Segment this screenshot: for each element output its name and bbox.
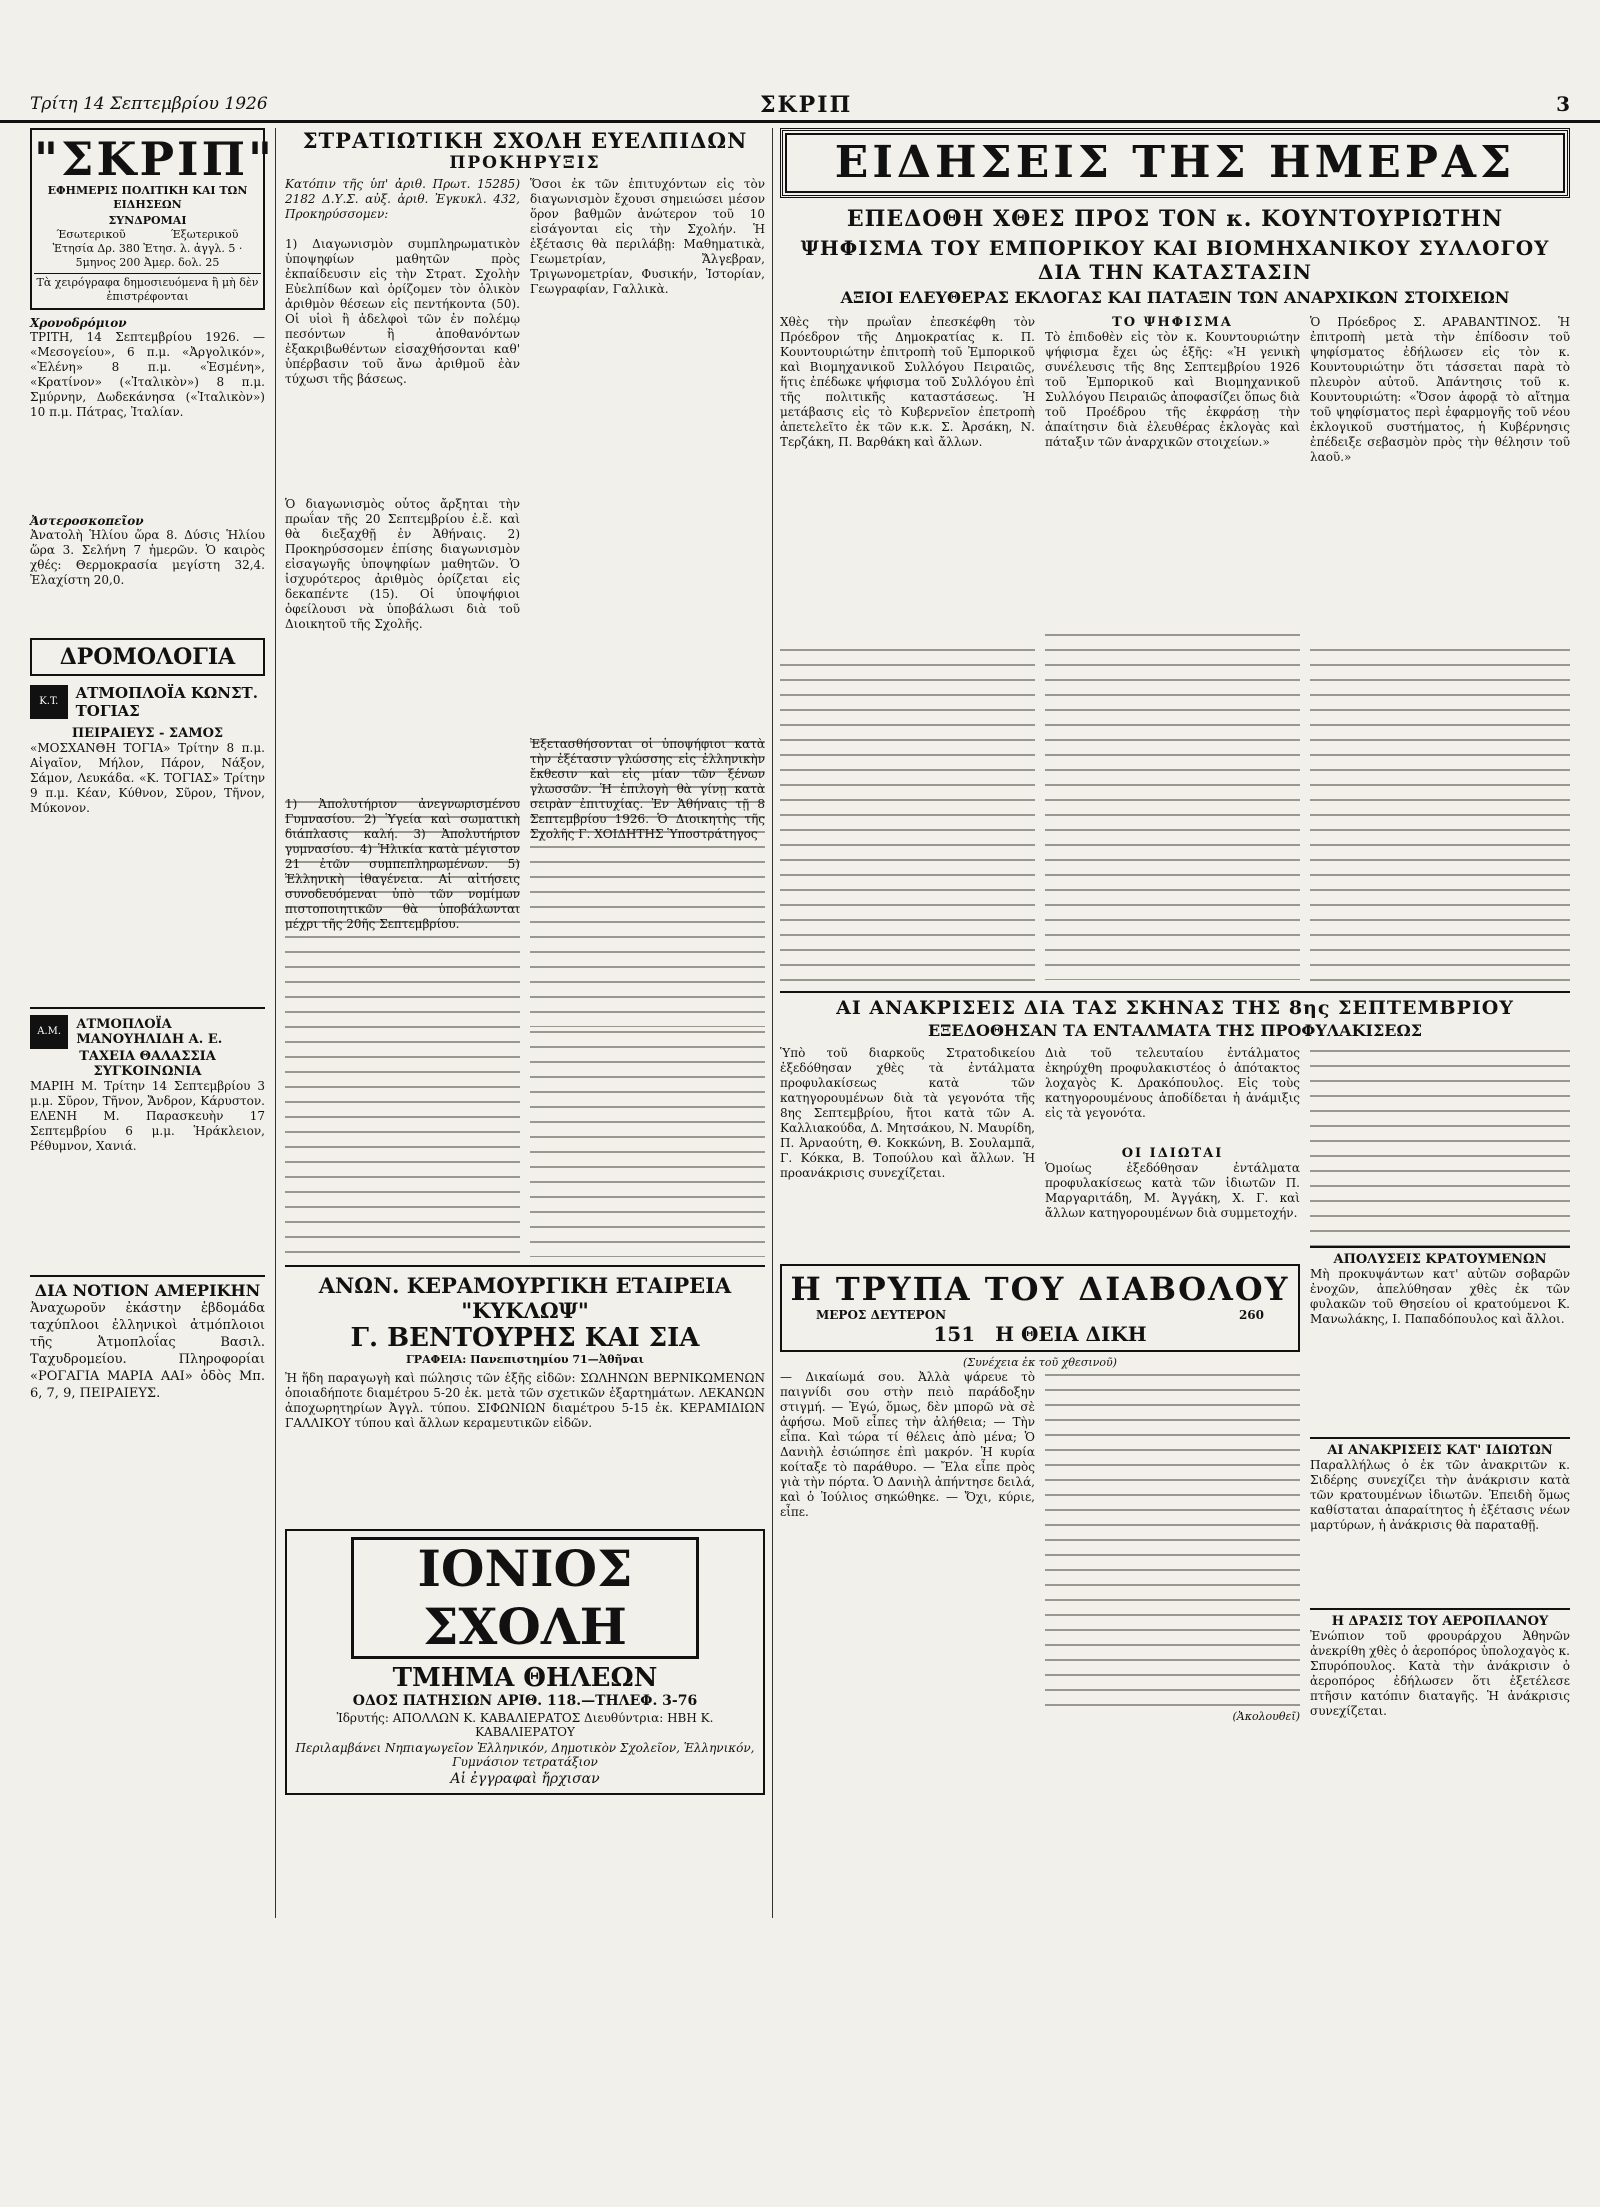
investigation-columns <box>780 1046 1570 1789</box>
investigation-section <box>780 991 1570 1040</box>
tripa-right <box>1045 1370 1300 1730</box>
subscriptions-label: ΣΥΝΔΡΟΜΑΙ <box>108 214 187 227</box>
right-column <box>780 128 1570 1789</box>
school-text-a: 1) Διαγωνισμὸν συμπληρωματικὸν ὑποψηφίων μαθητῶν πρὸς ἐκπαίδευσιν εἰς τὴν Στρατ. Σχολὴν Εὐελπίδων καὶ ὁρίζομεν τὸν ὁλικὸν ἀριθμὸν θέσεων εἰς πεντήκοντα (50). Οἱ υἱοὶ ἢ ἀδελφοὶ τῶν ἐν πολέμῳ πεσόντων ἢ ἀποθανόντων ἐξακριβωθέντων εἰσαχθήσονται καθ' ὑπέρβασιν τοῦ ἄνω ἀριθμοῦ ἐὰν τύχωσι τῆς βάσεως. <box>285 237 520 386</box>
observatory-text: Ἀνατολὴ Ἡλίου ὥρα 8. Δύσις Ἡλίου ὥρα 3. Σελήνη 7 ἡμερῶν. Ὁ καιρὸς χθές: Θερμοκρασία μεγίστη 32,4. Ἐλαχίστη 20,0. <box>30 528 265 587</box>
ionios-enrollment: Αἱ ἐγγραφαὶ ἤρχισαν <box>450 1771 600 1787</box>
domestic-label: Έσωτερικοῦ <box>56 228 126 241</box>
america-heading: ΔΙΑ ΝΟΤΙΟΝ ΑΜΕΡΙΚΗΝ <box>30 1275 265 1300</box>
tsogia-route: ΠΕΙΡΑΙΕΥΣ - ΣΑΜΟΣ <box>71 726 224 741</box>
kyklops-title: ΑΝΩΝ. ΚΕΡΑΜΟΥΡΓΙΚΗ ΕΤΑΙΡΕΙΑ "ΚΥΚΛΩΨ" <box>318 1273 732 1323</box>
left-column <box>30 128 275 1470</box>
issue-date: Τρίτη 14 Σεπτεμβρίου 1926 <box>30 94 268 114</box>
tripa-title: Η ΤΡΥΠΑ ΤΟΥ ΔΙΑΒΟΛΟΥ <box>790 1270 1290 1308</box>
headline-1: ΕΠΕΔΟΘΗ ΧΘΕΣ ΠΡΟΣ ΤΟΝ κ. ΚΟΥΝΤΟΥΡΙΩΤΗΝ <box>846 206 1504 232</box>
ionios-ad <box>285 1529 765 1795</box>
kyklops-text: Ἠ ἥδη παραγωγὴ καὶ πώλησις τῶν ἑξῆς εἰδῶν: ΣΩΛΗΝΩΝ ΒΕΡΝΙΚΩΜΕΝΩΝ ὁποιαδήποτε διαμέτρου 5-20 ἐκ. μετὰ τῶν σχετικῶν ἐξαρτημάτων. ΛΕΚΑΝΩΝ ἀποχωρητηρίων Ἀγγλ. τύπου. ΣΙΦΩΝΙΩΝ διαμέτρου 5-15 ἐκ. ΚΕΡΑΜΙΔΙΩΝ ΓΑΛΛΙΚΟΥ τύπου καὶ ἄλλων κεραμευτικῶν εἰδῶν. <box>285 1371 765 1430</box>
news-para-1: Χθὲς τὴν πρωΐαν ἐπεσκέφθη τὸν Πρόεδρον τῆς Δημοκρατίας κ. Π. Κουντουριώτην ἐπιτροπὴ τοῦ Ἐμπορικοῦ καὶ Βιομηχανικοῦ Συλλόγου Πειραιῶς, ἥτις ἐπέδωκε ψήφισμα τοῦ Συλλόγου ἐπὶ τῆς πολιτικῆς καταστάσεως. Ἡ μετάβασις εἰς τὸ Κυβερνεῖον ἐπετροπὴ ἀπετελεῖτο ἐκ τῶν κ.κ. Σ. Ἀρσάκη, Ν. Τερζάκη, Π. Βαρθάκη καὶ ἄλλων. <box>780 315 1035 449</box>
news-banner: ΕΙΔΗΣΕΙΣ ΤΗΣ ΗΜΕΡΑΣ <box>785 133 1565 193</box>
column-divider <box>275 128 276 1918</box>
kyklops-ad <box>285 1265 765 1521</box>
manouilidi-title: ΑΤΜΟΠΛΟΪΑ ΜΑΝΟΥΗΛΙΔΗ Α. Ε. <box>76 1017 223 1047</box>
america-text: Ἀναχωροῦν ἐκάστην ἑβδομάδα ταχύπλοοι ἐλληνικοὶ ἀτμόπλοιοι τῆς Ἀτμοπλοΐας Βασιλ. Ταχυδρομείου. Πληροφορίαι «ΡΟΓΑΓΙΑ ΜΑΡΙΑ ΑΑΙ» ὁδὸς Μπ. 6, 7, 9, ΠΕΙΡΑΙΕΥΣ. <box>30 1301 265 1401</box>
tripa-subtitle: Η ΘΕΙΑ ΔΙΚΗ <box>995 1322 1147 1346</box>
news-filler <box>1310 645 1570 985</box>
news-filler <box>1045 630 1300 980</box>
news-columns <box>780 315 1570 985</box>
manouilidi-subtitle: ΤΑΧΕΙΑ ΘΑΛΑΣΣΙΑ ΣΥΓΚΟΙΝΩΝΙΑ <box>79 1049 216 1079</box>
tripa-end: (Ἀκολουθεῖ) <box>1232 1710 1300 1723</box>
news-para-2: Τὸ ἐπιδοθὲν εἰς τὸν κ. Κουντουριώτην ψήφισμα ἔχει ὡς ἑξῆς: «Ἡ γενικὴ συνέλευσις τῆς 8ης Σεπτεμβρίου 1926 τοῦ Ἐμπορικοῦ καὶ Βιομηχανικοῦ Συλλόγου Πειραιῶς ἀποφασίζει ὅπως διὰ τοῦ Προέδρου τῆς ἐκφράσῃ τὴν ἀπαίτησιν διὰ ἐλευθέρας ἐκλογὰς καὶ πάταξιν τῶν ἀναρχικῶν στοιχείων.» <box>1045 330 1300 449</box>
tripa-number: 260 <box>1238 1308 1264 1322</box>
ionios-address: ΟΔΟΣ ΠΑΤΗΣΙΩΝ ΑΡΙΘ. 118.—ΤΗΛΕΦ. 3-76 <box>352 1693 698 1709</box>
tripa-chapter-row <box>786 1322 1294 1346</box>
investigation-left <box>780 1046 1300 1789</box>
ionios-description: Περιλαμβάνει Νηπιαγωγεῖον Ἑλληνικόν, Δημοτικὸν Σχολεῖον, Ἑλληνικόν, Γυμνάσιον τετρατάξιον <box>295 1741 755 1769</box>
school-text-filler <box>530 1027 765 1257</box>
news-para-5: Διὰ τοῦ τελευταίου ἐντάλματος ἐκηρύχθη προφυλακιστέος ὁ ἀπότακτος λοχαγὸς Κ. Δρακόπουλος. Εἰς τοὺς κατηγορουμένους ἀποδίδεται ἡ ἀνάμιξις εἰς τὰ γεγονότα. <box>1045 1046 1300 1120</box>
manouilidi-ad-header <box>30 1007 265 1049</box>
chrono-text: ΤΡΙΤΗ, 14 Σεπτεμβρίου 1926. — «Μεσογείου», 6 π.μ. «Ἀργολικόν», «Ἑλένη» 8 π.μ. «Ἑσμένη», «Κρατίνον» («Ἰταλικὸν») 8 π.μ. Σμύρνην, Δωδεκάνησα («Ἰταλικὸν») 10 π.μ. Πάτρας, Ἰταλίαν. <box>30 330 265 419</box>
shipping-flag-icon: K.T. <box>30 685 68 719</box>
headline-3: ΑΞΙΟΙ ΕΛΕΥΘΕΡΑΣ ΕΚΛΟΓΑΣ ΚΑΙ ΠΑΤΑΞΙΝ ΤΩΝ ΑΝΑΡΧΙΚΩΝ ΣΤΟΙΧΕΙΩΝ <box>840 288 1510 307</box>
school-subtitle: ΠΡΟΚΗΡΥΞΙΣ <box>449 153 601 173</box>
shipping-flag-icon: Α.Μ. <box>30 1015 68 1049</box>
kat-idioton-text: Παραλλήλως ὁ ἐκ τῶν ἀνακριτῶν κ. Σιδέρης συνεχίζει τὴν ἀνάκρισιν κατὰ τῶν κρατουμένων ἰδιωτῶν. Ἐπειδὴ ὅμως καθίσταται ἀπαραίτητος ἡ ἐξέτασις νέων μαρτύρων, ἡ ἀνάκρισις θὰ παραταθῇ. <box>1310 1458 1570 1532</box>
ionios-founder: Ἱδρυτής: ΑΠΟΛΛΩΝ Κ. ΚΑΒΑΛΙΕΡΑΤΟΣ Διευθύντρια: ΗΒΗ Κ. ΚΑΒΑΛΙΕΡΑΤΟΥ <box>336 1711 714 1739</box>
tsogia-ad-header <box>30 684 265 720</box>
observatory-heading: Ἀστεροσκοπεῖον <box>30 514 144 528</box>
tripa-text: — Δικαίωμά σου. Ἀλλὰ ψάρευε τὸ παιγνίδι σου στὴν πειὸ παράδοξην στιγμή. — Ἐγώ, ὅμως, δὲν μπορῶ νὰ σὲ ἀφήσω. Μοῦ εἶπες τὴν ἀλήθεια; — Τὴν εἶπα. Καὶ τώρα τί θέλεις ἀπὸ μένα; Ὁ Δανιὴλ ἐσιώπησε ἐπὶ μακρόν. Ἡ κυρία κοίταξε τὸ παράθυρο. — Ἔλα εἶπε πρὸς γιὰ τὴν πόρτα. Ὁ Δανιὴλ ἀπήντησε δειλά, καὶ ὁ Ἰούλιος σηκώθηκε. — Ὄχι, κύριε, εἶπε. <box>780 1370 1035 1519</box>
column-divider <box>772 128 773 1918</box>
tsogia-text: «ΜΟΣΧΑΝΘΗ ΤΟΓΙΑ» Τρίτην 8 π.μ. Αἰγαῖον, Μήλον, Πάρον, Νάξον, Σάμον, Λευκάδα. «Κ. ΤΟΓΙΑΣ» Τρίτην 9 π.μ. Κέαν, Κύθνον, Σῦρον, Τῆνον, Μύκονον. <box>30 741 265 815</box>
news-banner-box <box>780 128 1570 198</box>
middle-column <box>285 128 765 1795</box>
investigation-left-split <box>780 1046 1300 1256</box>
news-col-c <box>1310 315 1570 985</box>
psifisma-heading: ΤΟ ΨΗΦΙΣΜΑ <box>1112 315 1233 330</box>
kat-idioton-heading: ΑΙ ΑΝΑΚΡΙΣΕΙΣ ΚΑΤ' ΙΔΙΩΤΩΝ <box>1310 1437 1570 1458</box>
aeroplanon-text: Ἐνώπιον τοῦ φρουράρχου Ἀθηνῶν ἀνεκρίθη χθὲς ὁ ἀεροπόρος ὑπολοχαγὸς κ. Σπυρόπουλος. Κατὰ τὴν ἀνάκρισιν ὁ ἀεροπόρος ἐδήλωσεν ὅτι ἐξετέλεσε πτῆσιν κατόπιν διαταγῆς. Ἡ ἀνάκρισις συνεχίζεται. <box>1310 1629 1570 1718</box>
apolyseis-heading: ΑΠΟΛΥΣΕΙΣ ΚΡΑΤΟΥΜΕΝΩΝ <box>1310 1246 1570 1267</box>
tripa-continued: (Συνέχεια ἐκ τοῦ χθεσινοῦ) <box>963 1356 1117 1369</box>
manuscripts-note: Τὰ χειρόγραφα δημοσιευόμενα ἢ μὴ δὲν ἐπιστρέφονται <box>34 273 261 304</box>
idiotai-heading: ΟΙ ΙΔΙΩΤΑΙ <box>1121 1146 1224 1161</box>
masthead <box>30 128 275 310</box>
school-left <box>285 177 520 1257</box>
subscriptions-header <box>34 228 261 242</box>
tripa-meta <box>786 1308 1294 1322</box>
entalmata-heading: ΕΞΕΔΟΘΗΣΑΝ ΤΑ ΕΝΤΑΛΜΑΤΑ ΤΗΣ ΠΡΟΦΥΛΑΚΙΣΕΩΣ <box>927 1021 1423 1040</box>
investigation-mid <box>1045 1046 1300 1256</box>
tripa-columns <box>780 1370 1300 1730</box>
news-col-b <box>1045 315 1300 985</box>
investigation-right <box>1310 1046 1570 1789</box>
news-para-4: Ὑπὸ τοῦ διαρκοῦς Στρατοδικείου ἐξεδόθησαν χθὲς τὰ ἐντάλματα προφυλακίσεως κατὰ τῶν κατηγορουμένων διὰ τὰ γεγονότα τῆς 8ης Σεπτεμβρίου, ἤτοι κατὰ τῶν Α. Καλλιακούδα, Δ. Μητσάκου, Ν. Μαυρίδη, Π. Ἀρναούτη, Θ. Κοκκώνη, Β. Σουλαμπᾶ, Γ. Κόκκα, Β. Τοπούλου καὶ ἄλλων. Ἡ προανάκρισις συνεχίζεται. <box>780 1046 1035 1180</box>
news-filler <box>780 645 1035 985</box>
kyklops-subtitle: Γ. ΒΕΝΤΟΥΡΗΣ ΚΑΙ ΣΙΑ <box>350 1323 700 1353</box>
ionios-subtitle: ΤΜΗΜΑ ΘΗΛΕΩΝ <box>392 1663 658 1693</box>
kyklops-address: ΓΡΑΦΕΙΑ: Πανεπιστημίου 71—Ἀθῆναι <box>406 1353 644 1366</box>
dromologia-heading: ΔΡΟΜΟΛΟΓΙΑ <box>30 638 265 676</box>
tsogia-title: ΑΤΜΟΠΛΟΪΑ ΚΩΝΣΤ. ΤΟΓΙΑΣ <box>75 684 258 720</box>
subscription-rates: Ἐτησία Δρ. 380 Ἐτησ. λ. ἀγγλ. 5 · 5μηνος 200 Ἀμερ. δολ. 25 <box>52 242 243 269</box>
tripa-filler <box>1045 1370 1300 1710</box>
school-columns <box>285 177 765 1257</box>
masthead-title: "ΣΚΡΙΠ" <box>34 132 275 186</box>
manouilidi-text: ΜΑΡΙΗ Μ. Τρίτην 14 Σεπτεμβρίου 3 μ.μ. Σῦρον, Τῆνον, Ἄνδρον, Κάρυστον. ΕΛΕΝΗ Μ. Παρασκευὴν 17 Σεπτεμβρίου 6 μ.μ. Ἡράκλειον, Ρέθυμνον, Χανιά. <box>30 1079 265 1153</box>
tripa-chapter: 151 <box>933 1322 976 1346</box>
page-number: 3 <box>1556 92 1570 116</box>
ionios-title: ΙΟΝΙΟΣ ΣΧΟΛΗ <box>351 1537 699 1659</box>
tripa-box <box>780 1264 1300 1352</box>
page-header <box>0 92 1600 123</box>
school-text-b: Ὁ διαγωνισμὸς οὗτος ἄρξηται τὴν πρωΐαν τῆς 20 Σεπτεμβρίου ἐ.ἔ. καὶ θὰ διεξαχθῇ ἐν Ἀθήναις. 2) Προκηρύσσομεν ἐπίσης διαγωνισμὸν εἰσαγωγῆς ὑποψηφίων μαθητῶν. Ὁ ἰσχυρότερος ἀριθμὸς ὁρίζεται εἰς δεκαπέντε (15). Οἱ ὑποψήφιοι ὀφείλουσι νὰ ὑποβάλωσι διὰ τοῦ Διοικητοῦ τῆς Σχολῆς. <box>285 497 520 631</box>
news-filler <box>1310 1046 1570 1246</box>
news-para-3: Ὁ Πρόεδρος Σ. ΑΡΑΒΑΝΤΙΝΟΣ. Ἡ ἐπιτροπὴ μετὰ τὴν ἐπίδοσιν τοῦ ψηφίσματος ἐδήλωσεν εἰς τὸν κ. Κουντουριώτην ὅτι τάσσεται παρὰ τὸ πλευρὸν αὐτοῦ. Ἀπάντησις τοῦ κ. Κουντουριώτη: «Ὅσον ἀφορᾷ τὸ αἴτημα τοῦ ψηφίσματος περὶ ἐφαρμογῆς τοῦ νέου ἐκλογικοῦ συστήματος, ἡ Κυβέρνησις ἐπέδειξε σεβασμὸν πρὸς τὴν θέλησιν τοῦ λαοῦ.» <box>1310 315 1570 464</box>
school-title: ΣΤΡΑΤΙΩΤΙΚΗ ΣΧΟΛΗ ΕΥΕΛΠΙΔΩΝ <box>302 128 748 153</box>
school-text-e: Ἐξετασθήσονται οἱ ὑποψήφιοι κατὰ τὴν ἐξέτασιν γλώσσης εἰς ἑλληνικὴν ἔκθεσιν καὶ εἰς μίαν τῶν ξένων γλωσσῶν. Ἡ ἐπιλογὴ θὰ γίνῃ κατὰ σειρὰν ἐπιτυχίας. Ἐν Ἀθήναις τῇ 8 Σεπτεμβρίου 1926. Ὁ Διοικητὴς τῆς Σχολῆς Γ. ΧΟΙΔΗΤΗΣ Ὑποστράτηγος <box>530 737 765 1027</box>
headline-2: ΨΗΦΙΣΜΑ ΤΟΥ ΕΜΠΟΡΙΚΟΥ ΚΑΙ ΒΙΟΜΗΧΑΝΙΚΟΥ ΣΥΛΛΟΓΟΥ ΔΙΑ ΤΗΝ ΚΑΤΑΣΤΑΣΙΝ <box>800 236 1550 284</box>
school-intro: Κατόπιν τῆς ὑπ' ἀριθ. Πρωτ. 15285) 2182 Δ.Υ.Σ. αὐξ. ἀριθ. Ἐγκυκλ. 432, Προκηρύσσομεν: <box>285 177 520 221</box>
school-text-c: 1) Ἀπολυτήριον ἀνεγνωρισμένου Γυμνασίου. 2) Ὑγεία καὶ σωματικὴ διάπλασις καλή. 3) Ἀπολυτήριον γυμνασίου. 4) Ἡλικία κατὰ μέγιστον 21 ἐτῶν συμπεπληρωμένων. 5) Ἑλληνικὴ ἰθαγένεια. Αἱ αἰτήσεις συνοδευόμεναι ὑπὸ τῶν νομίμων πιστοποιητικῶν θὰ ὑποβάλωνται μέχρι τῆς 20ῆς Σεπτεμβρίου. <box>285 797 520 1257</box>
school-text-d: Ὅσοι ἐκ τῶν ἐπιτυχόντων εἰς τὸν διαγωνισμὸν ἔχουσι σημειώσει μέσον ὅρον βαθμῶν ἀνώτερον τοῦ 10 εἰσάγονται εἰς τὴν Σχολήν. Ἡ ἐξέτασις θὰ περιλάβῃ: Μαθηματικὰ, Γεωμετρίαν, Ἄλγεβραν, Τριγωνομετρίαν, Φυσικήν, Ἱστορίαν, Γεωγραφίαν, Γαλλικὰ. <box>530 177 765 296</box>
aeroplanon-heading: Η ΔΡΑΣΙΣ ΤΟΥ ΑΕΡΟΠΛΑΝΟΥ <box>1310 1608 1570 1629</box>
anakriseis-heading: ΑΙ ΑΝΑΚΡΙΣΕΙΣ ΔΙΑ ΤΑΣ ΣΚΗΝΑΣ ΤΗΣ 8ης ΣΕΠΤΕΜΒΡΙΟΥ <box>836 997 1514 1019</box>
chrono-heading: Χρονοδρόμιον <box>30 316 127 330</box>
school-right <box>530 177 765 1257</box>
news-col-a <box>780 315 1035 985</box>
apolyseis-text: Μὴ προκυψάντων κατ' αὐτῶν σοβαρῶν ἐνοχῶν, ἀπελύθησαν χθὲς ἐκ τῶν φυλακῶν τοῦ Θησείου οἱ κρατούμενοι Κ. Μανωλάκης, Ι. Παπαδόπουλος καὶ ἄλλοι. <box>1310 1267 1570 1326</box>
newspaper-name: ΣΚΡΙΠ <box>760 92 853 118</box>
tripa-part: ΜΕΡΟΣ ΔΕΥΤΕΡΟΝ <box>816 1308 947 1322</box>
news-para-6: Ὁμοίως ἐξεδόθησαν ἐντάλματα προφυλακίσεως κατὰ τῶν ἰδιωτῶν Π. Μαργαριτάδη, Μ. Ἀγγάκη, Χ. Γ. καὶ ἄλλων κατηγορουμένων διὰ συμμετοχήν. <box>1045 1161 1300 1220</box>
foreign-label: Έξωτερικοῦ <box>170 228 239 241</box>
masthead-subtitle: ΕΦΗΜΕΡΙΣ ΠΟΛΙΤΙΚΗ ΚΑΙ ΤΩΝ ΕΙΔΗΣΕΩΝ <box>47 184 248 211</box>
